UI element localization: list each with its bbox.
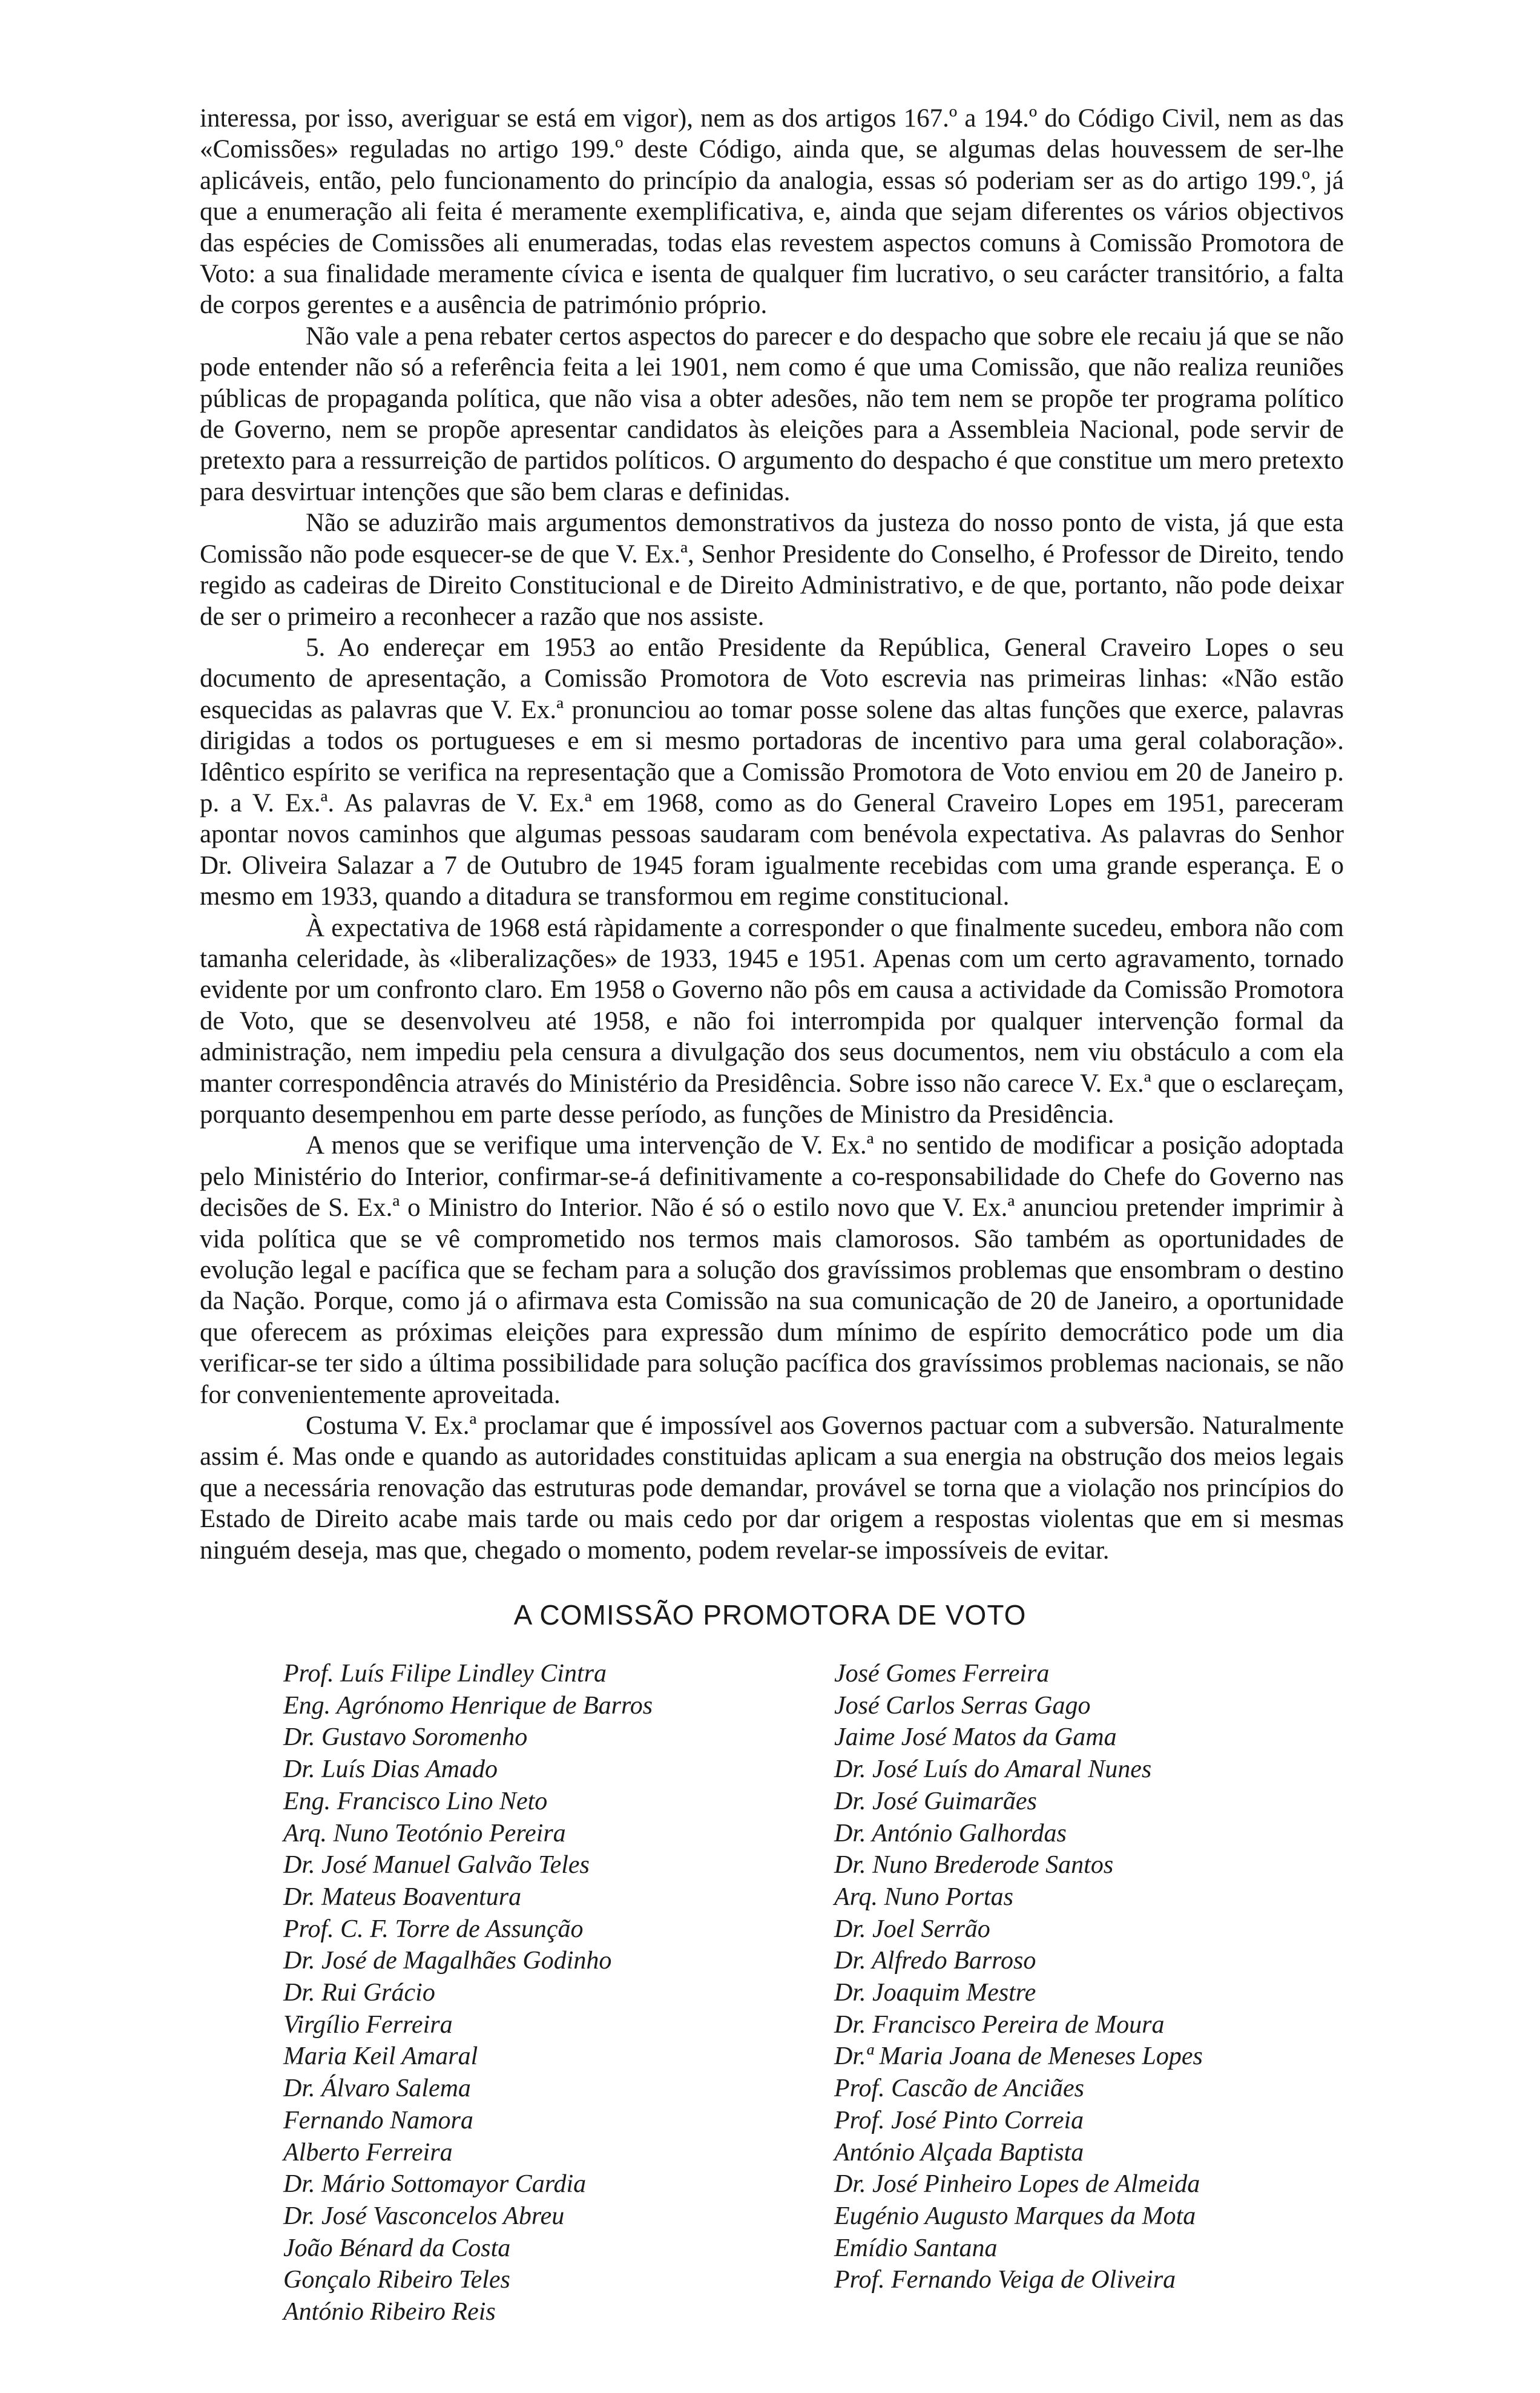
signatory: Dr. Rui Grácio — [283, 1979, 435, 2007]
signatory: Dr. Alfredo Barroso — [834, 1947, 1036, 1975]
signatory: Dr. Joaquim Mestre — [834, 1979, 1036, 2007]
signatory: Dr. Nuno Brederode Santos — [834, 1851, 1114, 1880]
signatory: João Bénard da Costa — [283, 2234, 511, 2262]
signatory: Arq. Nuno Portas — [834, 1883, 1013, 1911]
signatory: Arq. Nuno Teotónio Pereira — [283, 1819, 566, 1847]
paragraph-5: À expectativa de 1968 está ràpidamente a corresponder o que finalmente sucedeu, embora não com tamanha celeridade, às «liberalizações» de 1933, 1945 e 1951. Apenas com um certo agravamento, tornado evidente por um confronto claro. Em 1958 o Governo não pôs em causa a actividade da Comissão Promotora de Voto, que se desenvolveu até 1958, e não foi interrompida por qualquer intervenção formal da administração, nem impediu pela censura a divulgação dos seus documentos, nem viu obstáculo a com ela manter correspondência através do Ministério da Presidência. Sobre isso não carece V. Ex.ª que o esclareçam, porquanto desempenhou em parte desse período, as funções de Ministro da Presidência. — [200, 913, 1344, 1129]
signature-heading: A COMISSÃO PROMOTORA DE VOTO — [513, 1599, 1027, 1631]
signatory: Gonçalo Ribeiro Teles — [283, 2266, 510, 2294]
signatory: Dr. Mateus Boaventura — [283, 1883, 522, 1911]
signatory: Fernando Namora — [283, 2106, 473, 2134]
signatory: José Carlos Serras Gago — [834, 1691, 1091, 1720]
signatory: Jaime José Matos da Gama — [834, 1723, 1117, 1752]
paragraph-7: Costuma V. Ex.ª proclamar que é impossível aos Governos pactuar com a subversão. Naturalmente assim é. Mas onde e quando as autoridades constituidas aplicam a sua energia na obstrução dos meios legais que a necessária renovação das estruturas pode demandar, provável se torna que a violação nos princípios do Estado de Direito acabe mais tarde ou mais cedo por dar origem a respostas violentas que em si mesmas ninguém deseja, mas que, chegado o momento, podem revelar-se impossíveis de evitar. — [200, 1411, 1344, 1565]
signatory: Dr. Álvaro Salema — [283, 2074, 471, 2103]
signatory: Eng. Agrónomo Henrique de Barros — [283, 1691, 653, 1720]
signatory: Dr.ª Maria Joana de Meneses Lopes — [834, 2042, 1203, 2071]
letter-body — [200, 103, 1344, 1566]
signatory: Prof. Luís Filipe Lindley Cintra — [283, 1660, 607, 1688]
signatory: Eng. Francisco Lino Neto — [283, 1787, 548, 1815]
signatory: Prof. José Pinto Correia — [834, 2106, 1084, 2134]
signatory: Dr. José Luís do Amaral Nunes — [834, 1755, 1152, 1784]
signatory: Dr. António Galhordas — [834, 1819, 1067, 1847]
signatories-right-column — [834, 1658, 1379, 2296]
signatory: Virgílio Ferreira — [283, 2010, 453, 2039]
signatory: Dr. Mário Sottomayor Cardia — [283, 2170, 587, 2199]
paragraph-3: Não se aduzirão mais argumentos demonstrativos da justeza do nosso ponto de vista, já que esta Comissão não pode esquecer-se de que V. Ex.ª, Senhor Presidente do Conselho, é Professor de Direito, tendo regido as cadeiras de Direito Constitucional e de Direito Administrativo, e de que, portanto, não pode deixar de ser o primeiro a reconhecer a razão que nos assiste. — [200, 509, 1344, 631]
signatories-left-column — [283, 1658, 828, 2328]
signatory: Eugénio Augusto Marques da Mota — [834, 2202, 1196, 2230]
signatory: António Ribeiro Reis — [283, 2298, 496, 2326]
signatory: José Gomes Ferreira — [834, 1660, 1050, 1688]
signatory: Dr. Joel Serrão — [834, 1915, 990, 1943]
signatory: Dr. José de Magalhães Godinho — [283, 1947, 612, 1975]
signatory: Dr. José Guimarães — [834, 1787, 1037, 1815]
paragraph-4: 5. Ao endereçar em 1953 ao então Presidente da República, General Craveiro Lopes o seu documento de apresentação, a Comissão Promotora de Voto escrevia nas primeiras linhas: «Não estão esquecidas as palavras que V. Ex.ª pronunciou ao tomar posse solene das altas funções que exerce, palavras dirigidas a todos os portugueses e em si mesmo portadoras de incentivo para uma geral colaboração». Idêntico espírito se verifica na representação que a Comissão Promotora de Voto enviou em 20 de Janeiro p. p. a V. Ex.ª. As palavras de V. Ex.ª em 1968, como as do General Craveiro Lopes em 1951, pareceram apontar novos caminhos que algumas pessoas saudaram com benévola expectativa. As palavras do Senhor Dr. Oliveira Salazar a 7 de Outubro de 1945 foram igualmente recebidas com uma grande esperança. E o mesmo em 1933, quando a ditadura se transformou em regime constitucional. — [200, 633, 1344, 911]
signatory: Dr. José Pinheiro Lopes de Almeida — [834, 2170, 1200, 2199]
signatory: Dr. José Vasconcelos Abreu — [283, 2202, 565, 2230]
signatory: Prof. C. F. Torre de Assunção — [283, 1915, 584, 1943]
signatory: Dr. Gustavo Soromenho — [283, 1723, 528, 1752]
paragraph-1: interessa, por isso, averiguar se está em vigor), nem as dos artigos 167.º a 194.º do Código Civil, nem as das «Comissões» reguladas no artigo 199.º deste Código, ainda que, se algumas delas houvessem de ser-lhe aplicáveis, então, pelo funcionamento do princípio da analogia, essas só poderiam ser as do artigo 199.º, já que a enumeração ali feita é meramente exemplificativa, e, ainda que sejam diferentes os vários objectivos das espécies de Comissões ali enumeradas, todas elas revestem aspectos comuns à Comissão Promotora de Voto: a sua finalidade meramente cívica e isenta de qualquer fim lucrativo, o seu carácter transitório, a falta de corpos gerentes e a ausência de património próprio. — [200, 104, 1344, 320]
signatory: Dr. Luís Dias Amado — [283, 1755, 498, 1784]
paragraph-2: Não vale a pena rebater certos aspectos do parecer e do despacho que sobre ele recaiu já que se não pode entender não só a referência feita a lei 1901, nem como é que uma Comissão, que não realiza reuniões públicas de propaganda política, que não visa a obter adesões, não tem nem se propõe ter programa político de Governo, nem se propõe apresentar candidatos às eleições para a Assembleia Nacional, pode servir de pretexto para a ressurreição de partidos políticos. O argumento do despacho é que constitue um mero pretexto para desvirtuar intenções que são bem claras e definidas. — [200, 322, 1344, 506]
signatory: Prof. Cascão de Anciães — [834, 2074, 1084, 2103]
signatory: Maria Keil Amaral — [283, 2042, 478, 2071]
signatory: Dr. José Manuel Galvão Teles — [283, 1851, 590, 1880]
signatory: António Alçada Baptista — [834, 2138, 1084, 2167]
signatory: Prof. Fernando Veiga de Oliveira — [834, 2266, 1176, 2294]
signatory: Emídio Santana — [834, 2234, 998, 2262]
signatory: Dr. Francisco Pereira de Moura — [834, 2010, 1165, 2039]
paragraph-6: A menos que se verifique uma intervenção de V. Ex.ª no sentido de modificar a posição adoptada pelo Ministério do Interior, confirmar-se-á definitivamente a co-responsabilidade do Chefe do Governo nas decisões de S. Ex.ª o Ministro do Interior. Não é só o estilo novo que V. Ex.ª anunciou pretender imprimir à vida política que se vê comprometido nos termos mais clamorosos. São também as oportunidades de evolução legal e pacífica que se fecham para a solução dos gravíssimos problemas que ensombram o destino da Nação. Porque, como já o afirmava esta Comissão na sua comunicação de 20 de Janeiro, a oportunidade que oferecem as próximas eleições para expressão dum mínimo de espírito democrático pode um dia verificar-se ter sido a última possibilidade para solução pacífica dos gravíssimos problemas nacionais, se não for convenientemente aproveitada. — [200, 1131, 1344, 1409]
signatory: Alberto Ferreira — [283, 2138, 453, 2167]
